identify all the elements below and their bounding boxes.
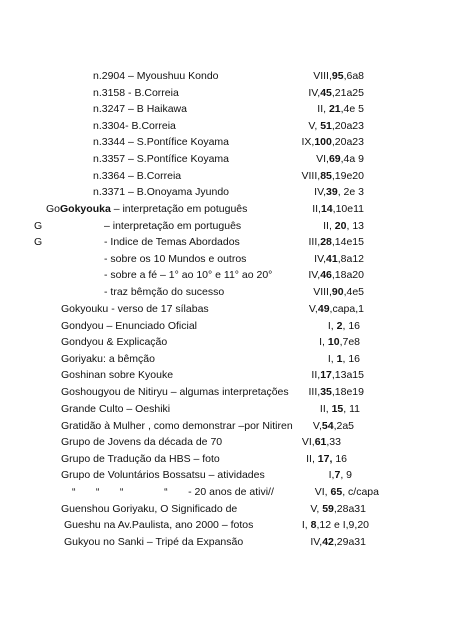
entry-reference — [323, 218, 364, 234]
index-entry — [0, 85, 452, 101]
reference-pages: ,20a23 — [331, 120, 364, 132]
entry-title: n.3364 – B.Correia — [93, 170, 182, 182]
index-entry — [0, 284, 452, 300]
reference-issue: 1 — [336, 353, 343, 365]
index-entry — [0, 334, 452, 350]
entry-reference — [328, 351, 360, 367]
entry-title: n.2904 – Myoushuu Kondo — [93, 70, 219, 82]
index-entry — [0, 168, 452, 184]
reference-issue: 17 — [320, 369, 332, 381]
reference-pages: ,21a25 — [331, 87, 364, 99]
entry-title: n.3158 - B.Correia — [93, 87, 179, 99]
index-entry — [0, 118, 452, 134]
entry-title: - sobre os 10 Mundos e outros — [104, 253, 247, 265]
index-entry — [0, 251, 452, 267]
index-entry — [0, 384, 452, 400]
reference-issue: 100 — [314, 136, 332, 148]
reference-volume: IV, — [308, 269, 321, 281]
reference-pages: 16 — [335, 453, 347, 465]
reference-volume: VIII, — [313, 70, 332, 82]
entry-reference — [309, 234, 364, 250]
reference-volume: I, — [327, 320, 337, 332]
reference-pages: , c/capa — [342, 486, 379, 498]
index-entry — [0, 351, 452, 367]
index-entry — [0, 367, 452, 383]
reference-issue: 69 — [328, 153, 341, 165]
reference-pages: ,capa,1 — [329, 303, 364, 315]
entry-reference — [315, 484, 379, 500]
reference-issue: 17, — [317, 453, 336, 465]
index-entry — [0, 467, 452, 483]
entry-title: Gondyou – Enunciado Oficial — [61, 320, 198, 332]
reference-issue: 2 — [336, 320, 343, 332]
entry-reference — [308, 118, 364, 134]
entry-reference — [314, 251, 364, 267]
index-entry — [0, 401, 452, 417]
index-entry — [0, 134, 452, 150]
entry-reference — [313, 284, 364, 300]
entry-prefix: G — [34, 236, 43, 248]
index-entry — [0, 184, 452, 200]
entry-reference — [328, 318, 360, 334]
index-entry — [0, 218, 452, 234]
entry-reference — [313, 418, 354, 434]
entry-keyword: Gokyouka — [60, 203, 111, 215]
reference-volume: I, — [327, 353, 337, 365]
entry-title: n.3247 – B Haikawa — [93, 103, 187, 115]
index-entry — [0, 301, 452, 317]
entry-reference — [309, 301, 364, 317]
entry-title: Grupo de Voluntários Bossatsu – atividades — [61, 469, 265, 481]
reference-issue: 90 — [331, 286, 344, 298]
reference-pages: , 11 — [343, 403, 360, 415]
reference-volume: IV, — [314, 186, 327, 198]
index-entry — [0, 267, 452, 283]
entry-title: Goshinan sobre Kyouke — [61, 369, 174, 381]
reference-volume: IV, — [308, 87, 321, 99]
reference-pages: ,13a15 — [331, 369, 364, 381]
reference-volume: V, — [308, 303, 318, 315]
entry-prefix: G — [34, 220, 43, 232]
entry-reference — [314, 184, 364, 200]
entry-reference — [316, 151, 364, 167]
reference-volume: VIII, — [313, 286, 332, 298]
reference-pages: ,20a23 — [331, 136, 364, 148]
reference-pages: ,6a8 — [343, 70, 364, 82]
reference-issue: 14 — [320, 203, 333, 215]
reference-volume: IX, — [301, 136, 315, 148]
reference-issue: 8 — [310, 519, 317, 531]
reference-pages: , 13 — [346, 220, 364, 232]
reference-issue: 46 — [320, 269, 332, 281]
entry-reference — [302, 434, 341, 450]
entry-title: n.3371 – B.Onoyama Jyundo — [93, 186, 230, 198]
index-entry — [0, 517, 452, 533]
reference-volume: I, — [301, 519, 311, 531]
index-entry — [0, 68, 452, 84]
entry-title: – interpretação em português — [104, 220, 242, 232]
entry-reference — [306, 451, 347, 467]
reference-volume: VIII, — [301, 170, 321, 182]
index-entry — [0, 201, 452, 217]
entry-reference — [311, 367, 364, 383]
reference-volume: VI, — [314, 486, 331, 498]
entry-title: n.3304- B.Correia — [93, 120, 176, 132]
index-entry — [0, 484, 452, 500]
reference-volume: II, — [311, 369, 321, 381]
reference-pages: , 9 — [340, 469, 352, 481]
reference-issue: 28 — [320, 236, 332, 248]
entry-title: Gondyou & Explicação — [61, 336, 168, 348]
reference-issue: 42 — [322, 536, 334, 548]
reference-pages: ,29a31 — [333, 536, 366, 548]
index-entry — [0, 501, 452, 517]
entry-reference — [320, 401, 360, 417]
reference-volume: VI, — [301, 436, 315, 448]
index-entry — [0, 234, 452, 250]
reference-pages: , 2e 3 — [337, 186, 364, 198]
reference-issue: 7 — [334, 469, 341, 481]
reference-issue: 15 — [331, 403, 344, 415]
entry-title: “ “ “ “ - 20 anos de ativi// — [72, 486, 274, 498]
entry-title: Grande Culto – Oeshiki — [61, 403, 171, 415]
reference-pages: ,19e20 — [331, 170, 364, 182]
reference-pages: ,7e8 — [339, 336, 360, 348]
entry-title: Grupo de Tradução da HBS – foto — [61, 453, 220, 465]
entry-title: Gueshu na Av.Paulista, ano 2000 – fotos — [64, 519, 254, 531]
entry-reference — [319, 334, 360, 350]
reference-issue: 54 — [321, 420, 334, 432]
reference-pages: ,8a12 — [337, 253, 364, 265]
entry-reference — [302, 134, 365, 150]
reference-issue: 39 — [326, 186, 338, 198]
reference-issue: 35 — [320, 386, 332, 398]
entry-reference — [310, 534, 366, 550]
reference-volume: I, — [328, 469, 335, 481]
index-entry — [0, 418, 452, 434]
entry-title: - Indice de Temas Abordados — [104, 236, 240, 248]
reference-volume: II, — [319, 403, 332, 415]
entry-reference — [308, 267, 364, 283]
reference-issue: 95 — [331, 70, 344, 82]
entry-title: Gukyou no Sanki – Tripé da Expansão — [64, 536, 244, 548]
entry-title: Gokyouku - verso de 17 sílabas — [61, 303, 209, 315]
reference-pages: ,4a 9 — [340, 153, 364, 165]
reference-pages: ,14e15 — [331, 236, 364, 248]
entry-title: - traz bêmção do sucesso — [104, 286, 225, 298]
entry-reference — [308, 85, 364, 101]
entry-title — [46, 201, 247, 217]
reference-volume: II, — [312, 203, 321, 215]
entry-title: n.3357 – S.Pontífice Koyama — [93, 153, 230, 165]
index-entry — [0, 534, 452, 550]
reference-pages: ,28a31 — [333, 503, 366, 515]
reference-volume: II, — [317, 103, 329, 115]
reference-issue: 21 — [328, 103, 341, 115]
index-entry — [0, 434, 452, 450]
reference-volume: V, — [310, 503, 323, 515]
entry-title: - sobre a fé – 1° ao 10° e 11° ao 20° — [104, 269, 273, 281]
reference-pages: ,18a20 — [331, 269, 364, 281]
entry-title: Grupo de Jovens da década de 70 — [61, 436, 223, 448]
reference-issue: 10 — [327, 336, 340, 348]
entry-title: n.3344 – S.Pontífice Koyama — [93, 136, 230, 148]
index-entry — [0, 151, 452, 167]
reference-pages: ,2a5 — [333, 420, 354, 432]
entry-title: Gratidão à Mulher , como demonstrar –por Nitiren — [61, 420, 293, 432]
index-entry — [0, 318, 452, 334]
entry-reference — [313, 68, 364, 84]
reference-pages: ,4e5 — [343, 286, 364, 298]
entry-reference — [310, 501, 366, 517]
reference-volume: II, — [306, 453, 318, 465]
reference-pages: , 16 — [342, 320, 360, 332]
reference-pages: ,12 e I,9,20 — [316, 519, 369, 531]
reference-volume: V, — [312, 420, 322, 432]
entry-reference — [302, 517, 369, 533]
reference-volume: IV, — [310, 536, 323, 548]
entry-reference — [312, 201, 364, 217]
reference-issue: 41 — [326, 253, 338, 265]
entry-prefix: Go — [46, 203, 61, 215]
reference-volume: III, — [308, 236, 321, 248]
entry-text: – interpretação em potuguês — [110, 203, 248, 215]
index-entry — [0, 451, 452, 467]
entry-title: Goriyaku: a bêmção — [61, 353, 155, 365]
entry-reference — [329, 467, 352, 483]
reference-volume: I, — [319, 336, 328, 348]
reference-volume: III, — [308, 386, 321, 398]
reference-volume: V, — [308, 120, 321, 132]
reference-issue: 85 — [320, 170, 332, 182]
entry-title: Goshougyou de Nitiryu – algumas interpretações — [61, 386, 289, 398]
reference-pages: ,33 — [326, 436, 341, 448]
entry-reference — [309, 384, 364, 400]
reference-issue: 59 — [322, 503, 334, 515]
reference-volume: IV, — [314, 253, 327, 265]
reference-issue: 65 — [330, 486, 343, 498]
reference-pages: ,10e11 — [332, 203, 364, 215]
entry-reference — [317, 101, 364, 117]
reference-volume: II, — [323, 220, 335, 232]
reference-issue: 49 — [317, 303, 330, 315]
reference-issue: 45 — [320, 87, 332, 99]
reference-volume: VI, — [316, 153, 329, 165]
reference-issue: 51 — [320, 120, 332, 132]
reference-pages: ,4e 5 — [340, 103, 364, 115]
reference-pages: , 16 — [342, 353, 360, 365]
entry-title: Guenshou Goriyaku, O Significado de — [61, 503, 238, 515]
reference-pages: ,18e19 — [331, 386, 364, 398]
index-entry — [0, 101, 452, 117]
entry-reference — [302, 168, 365, 184]
reference-issue: 61 — [314, 436, 327, 448]
reference-issue: 20 — [334, 220, 347, 232]
